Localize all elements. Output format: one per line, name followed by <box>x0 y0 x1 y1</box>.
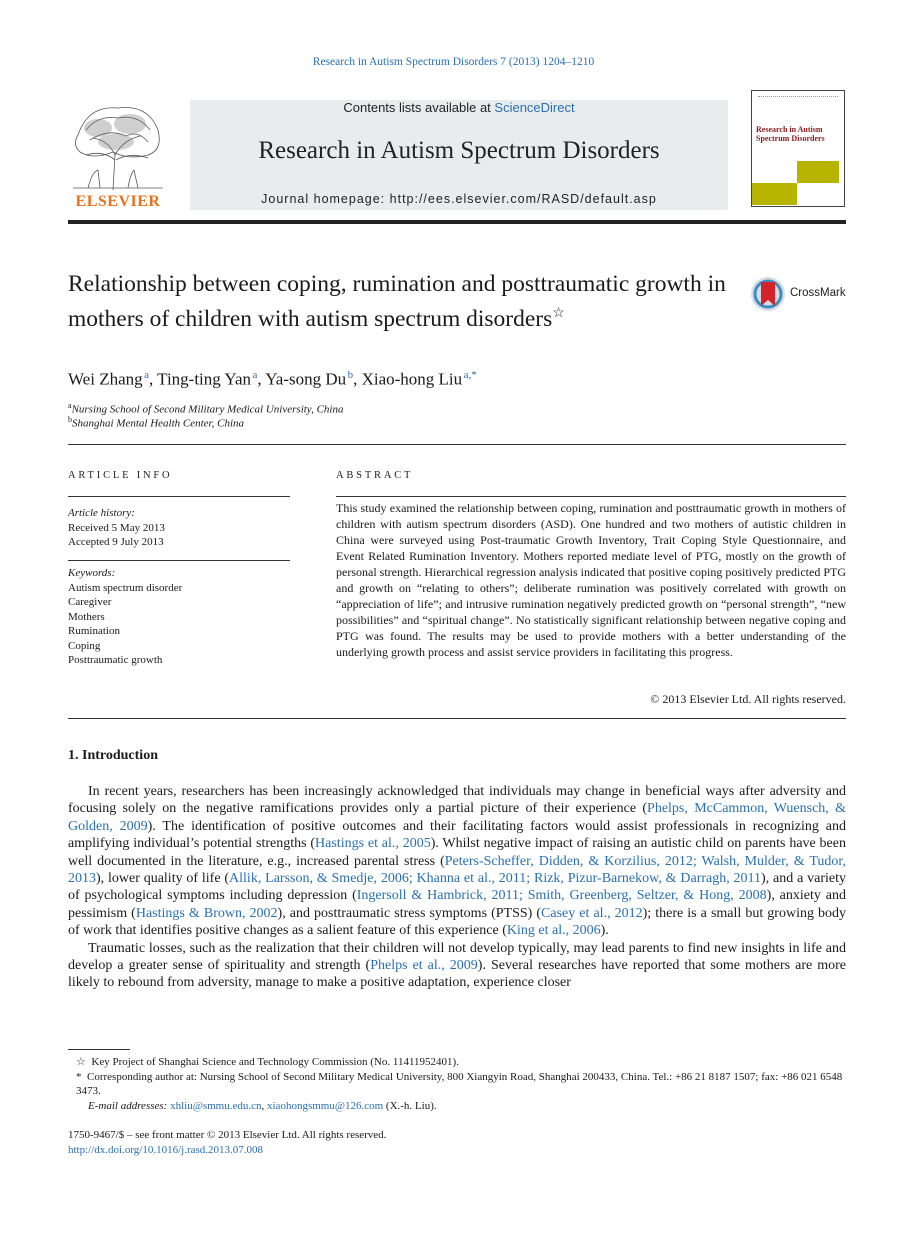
abstract-text: This study examined the relationship between coping, rumination and posttraumatic growth in mothers of children with autism spectrum disorders (ASD). One hundred and two mothers of autistic children in China were surveyed using Post-traumatic Growth Inventory, Trait Coping Style Questionnaire, and Event Related Rumination Inventory. Mothers reported mediate level of PTG, mostly on the growth of personal strength. Hierarchical regression analysis indicated that positive coping positively predicted PTG and growth on “relating to others”; deliberate rumination was positively correlated with growth on “appreciation of life”; and intrusive rumination negatively predicted growth on “personal strength”, “new possibilities” and “spiritual change”. No statistically significant relationship between negative coping and PTG was found. The results may be used to provide mothers with a better understanding of the underlying growth process and assist service providers in facilitating this progress. <box>336 501 846 659</box>
citation-link[interactable]: Hastings & Brown, 2002 <box>135 905 278 921</box>
article-title-text: Relationship between coping, rumination and posttraumatic growth in mothers of children with autism spectrum disorders <box>68 271 726 332</box>
citation-link[interactable]: Allik, Larsson, & Smedje, 2006; Khanna et al., 2011; Rizk, Pizur-Barnekow, & Darragh, 2011 <box>229 871 762 887</box>
doi-link[interactable]: http://dx.doi.org/10.1016/j.rasd.2013.07.008 <box>68 1143 264 1156</box>
journal-homepage <box>190 192 728 206</box>
footnote-mark: * <box>76 1070 82 1083</box>
affiliation-mark: b <box>68 415 72 424</box>
paragraph-text: ). The identification of positive outcomes and their facilitating factors would assist professionals in recognizing and amplifying individual’s potential strengths ( <box>68 818 846 852</box>
author-name[interactable]: Xiao-hong Liu <box>361 369 463 389</box>
journal-title: Research in Autism Spectrum Disorders <box>258 137 660 164</box>
abstract-heading: ABSTRACT <box>336 470 414 481</box>
keywords-block <box>68 566 290 668</box>
citation-link[interactable]: King et al., 2006 <box>506 923 601 939</box>
paragraph-text: ), lower quality of life ( <box>96 871 230 887</box>
paragraph-text: ), anxiety and pessimism ( <box>68 888 846 921</box>
article-info-heading: ARTICLE INFO <box>68 470 173 481</box>
author-affil-mark[interactable]: a,* <box>463 369 477 381</box>
crossmark-badge[interactable] <box>750 276 850 312</box>
corresponding-footnote <box>68 1070 846 1099</box>
abstract-rule <box>336 496 846 497</box>
paragraph-text: ), and a variety of psychological symptoms including depression ( <box>68 871 846 904</box>
footnote-text: Key Project of Shanghai Science and Technology Commission (No. 11411952401). <box>91 1056 459 1068</box>
author-affil-mark[interactable]: b <box>347 369 354 381</box>
elsevier-wordmark[interactable]: ELSEVIER <box>75 193 161 210</box>
paragraph-text: In recent years, researchers has been increasingly acknowledged that individuals may change in beneficial ways after adversity and focusing solely on the negative ramifications provides only a partial picture of their experience ( <box>68 784 846 817</box>
paragraph-text: ), and posttraumatic stress symptoms (PTSS) ( <box>277 905 542 921</box>
footnote-rule <box>68 1049 130 1050</box>
paragraph-text: ). Whilst negative impact of raising an autistic child on parents have been well documented in the literature, e.g., increased parental stress ( <box>68 836 846 869</box>
journal-reference[interactable]: Research in Autism Spectrum Disorders 7 (2013) 1204–1210 <box>312 56 595 68</box>
journal-cover-thumbnail[interactable] <box>751 90 845 207</box>
citation-link[interactable]: Hastings et al., 2005 <box>315 836 431 852</box>
title-footnote-mark[interactable]: ☆ <box>552 306 565 321</box>
keyword: Rumination <box>68 625 120 637</box>
footnotes <box>68 1055 846 1113</box>
author-affil-mark[interactable]: a <box>252 369 258 381</box>
author-name[interactable]: Wei Zhang <box>68 369 143 389</box>
cover-block-1 <box>797 161 839 183</box>
affiliation <box>68 401 343 416</box>
paragraph-text: Traumatic losses, such as the realization that their children will not develop typically, may lead parents to find new insights in life and develop a greater sense of spirituality and strength ( <box>68 940 846 974</box>
funding-footnote <box>68 1055 846 1070</box>
affiliation <box>68 415 244 430</box>
issn-block <box>68 1128 386 1157</box>
citation-link[interactable]: Phelps et al., 2009 <box>370 958 478 974</box>
keyword: Mothers <box>68 610 105 623</box>
received-date: Received 5 May 2013 <box>68 521 165 534</box>
citation-link[interactable]: Peters-Scheffer, Didden, & Korzilius, 2012; Walsh, Mulder, & Tudor, 2013 <box>68 853 846 887</box>
citation-link[interactable]: Casey et al., 2012 <box>541 905 643 921</box>
article-info-rule <box>68 496 290 497</box>
paragraph-text: ). <box>600 923 609 939</box>
history-label: Article history: <box>68 507 135 519</box>
homepage-label: Journal homepage: <box>261 192 390 206</box>
crossmark-label: CrossMark <box>790 287 846 299</box>
paragraph-text: ); there is a small but growing body of work that identifies positive changes as a salient feature of this experience ( <box>68 905 847 939</box>
header-rule <box>68 220 846 224</box>
accepted-date: Accepted 9 July 2013 <box>68 536 164 548</box>
affiliation-rule <box>68 444 846 445</box>
email-link[interactable]: xiaohongsmmu@126.com <box>267 1099 384 1112</box>
contents-prefix: Contents lists available at <box>343 100 495 115</box>
keyword: Posttraumatic growth <box>68 654 163 666</box>
paragraph <box>68 783 846 940</box>
cover-header-line <box>758 96 838 101</box>
keyword: Caregiver <box>68 596 112 608</box>
article-history <box>68 506 290 550</box>
keywords-label: Keywords: <box>68 567 116 579</box>
affiliation-text: Nursing School of Second Military Medical University, China <box>71 403 344 416</box>
footnote-text: Corresponding author at: Nursing School of Second Military Medical University, 800 Xiangyin Road, Shanghai 200433, China. Tel.: +86 21 8187 1507; fax: +86 021 6548 3473. <box>76 1070 843 1097</box>
keywords-rule <box>68 560 290 561</box>
paragraph-text: ). Several researches have reported that some mothers are more likely to rebound from adversity, manage to make a positive adaptation, experience closer <box>68 958 846 991</box>
crossmark-icon <box>750 276 786 312</box>
affiliation-mark: a <box>68 401 72 410</box>
issn-line: 1750-9467/$ – see front matter © 2013 Elsevier Ltd. All rights reserved. <box>68 1129 387 1141</box>
author-list: Wei Zhang $^a$, Ting-ting Yan $^a$, Ya-song Du $^b$, Xiao-hong Liu $^{a,*}$ <box>68 369 477 389</box>
footnote-mark: ☆ <box>76 1056 86 1068</box>
email-link[interactable]: xhliu@smmu.edu.cn <box>170 1099 262 1112</box>
email-label: E-mail addresses: <box>88 1099 171 1112</box>
citation-link[interactable]: Phelps, McCammon, Wuensch, & Golden, 2009 <box>68 801 846 834</box>
introduction-body <box>68 783 846 992</box>
abstract-bottom-rule <box>68 718 846 719</box>
keyword: Coping <box>68 639 101 652</box>
paragraph <box>68 940 846 992</box>
citation-link[interactable]: Ingersoll & Hambrick, 2011; Smith, Greenberg, Seltzer, & Hong, 2008 <box>356 888 767 904</box>
section-heading-introduction: 1. Introduction <box>68 748 158 763</box>
author-name[interactable]: Ya-song Du <box>265 369 347 389</box>
homepage-url[interactable]: http://ees.elsevier.com/RASD/default.asp <box>389 192 657 206</box>
author-affil-mark[interactable]: a <box>144 369 149 381</box>
abstract-copyright: © 2013 Elsevier Ltd. All rights reserved. <box>650 692 846 706</box>
article-title <box>68 270 738 334</box>
email-footnote <box>68 1099 846 1114</box>
sciencedirect-link[interactable]: ScienceDirect <box>494 100 575 115</box>
keyword: Autism spectrum disorder <box>68 581 183 594</box>
contents-line <box>190 100 728 115</box>
email-suffix: (X.-h. Liu). <box>383 1099 437 1112</box>
cover-title: Research in Autism Spectrum Disorders <box>756 125 825 143</box>
email-separator: , <box>261 1099 267 1112</box>
author-name[interactable]: Ting-ting Yan <box>157 369 252 389</box>
affiliation-text: Shanghai Mental Health Center, China <box>72 417 245 430</box>
cover-block-2 <box>752 183 797 205</box>
